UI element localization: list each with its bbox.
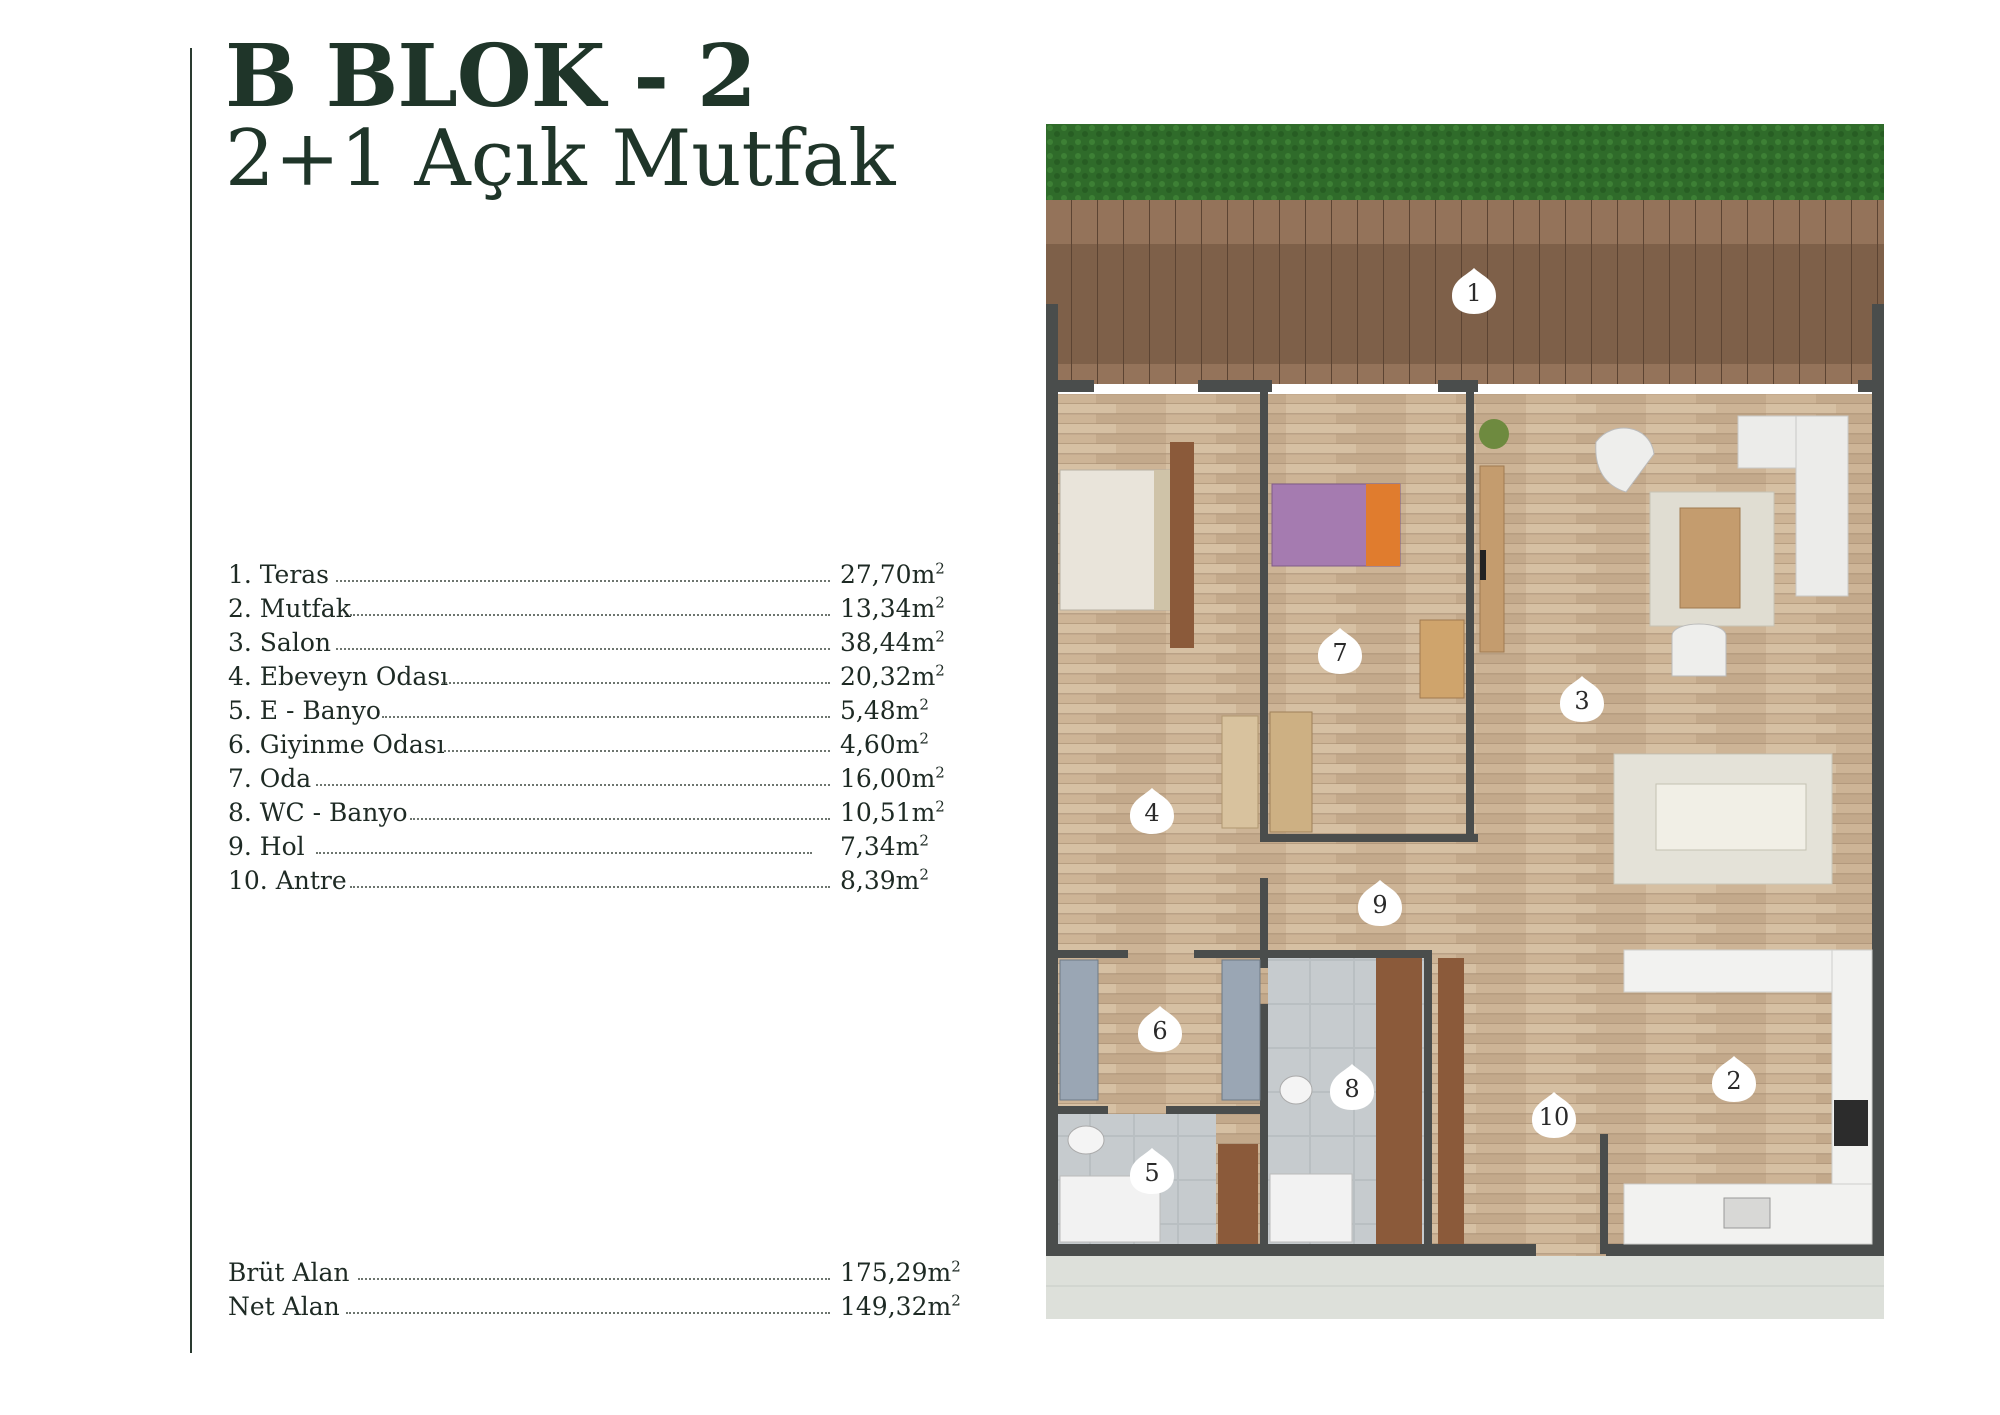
dot-leader (382, 716, 830, 718)
svg-text:2: 2 (1726, 1067, 1742, 1095)
room-row (228, 592, 968, 626)
room-row (228, 762, 968, 796)
room-area: $7,34m^2$ (840, 831, 929, 861)
shower (1270, 1174, 1352, 1242)
total-area-list (228, 1256, 968, 1324)
total-label: Net Alan (228, 1292, 340, 1321)
room-area: $16,00m^2$ (840, 763, 945, 793)
wardrobe-icon (1222, 960, 1260, 1100)
room-row (228, 728, 968, 762)
room-label: 9. Hol (228, 832, 305, 861)
room-area: $4,60m^2$ (840, 729, 929, 759)
total-label: Brüt Alan (228, 1258, 350, 1287)
svg-text:3: 3 (1574, 687, 1590, 715)
plant-icon (1479, 419, 1509, 449)
room-area: $27,70m^2$ (840, 559, 945, 589)
dining-table-icon (1656, 784, 1806, 850)
coffee-table (1680, 508, 1740, 608)
dot-leader (350, 886, 830, 888)
shoe-cabinet (1438, 958, 1464, 1244)
paving (1046, 1256, 1884, 1319)
dot-leader (442, 682, 830, 684)
dot-leader (336, 648, 830, 650)
divider-line (190, 48, 192, 1353)
svg-text:7: 7 (1332, 639, 1348, 667)
svg-text:10: 10 (1538, 1103, 1570, 1131)
headboard (1170, 442, 1194, 648)
room-label: 4. Ebeveyn Odası (228, 662, 449, 691)
total-area: $149,32m^2$ (840, 1291, 961, 1321)
grass-area (1046, 124, 1884, 200)
room-label: 1. Teras (228, 560, 330, 589)
room-row (228, 558, 968, 592)
room-label: 7. Oda (228, 764, 312, 793)
room-area: $13,34m^2$ (840, 593, 945, 623)
room-label: 5. E - Banyo (228, 696, 381, 725)
dot-leader (350, 614, 830, 616)
dot-leader (358, 1278, 830, 1280)
total-row (228, 1256, 968, 1290)
page-subtitle: 2+1 Açık Mutfak (225, 114, 896, 204)
stove-icon (1834, 1100, 1868, 1146)
dot-leader (316, 784, 830, 786)
svg-text:9: 9 (1372, 891, 1388, 919)
tv-icon (1480, 550, 1486, 580)
room-area: $20,32m^2$ (840, 661, 945, 691)
toilet-icon (1280, 1076, 1312, 1104)
room-area: $5,48m^2$ (840, 695, 929, 725)
svg-text:8: 8 (1344, 1075, 1360, 1103)
desk (1222, 716, 1258, 828)
room-row (228, 694, 968, 728)
total-row (228, 1290, 968, 1324)
toilet-icon (1068, 1126, 1104, 1154)
room-label: 2. Mutfak (228, 594, 351, 623)
wardrobe-icon (1270, 712, 1312, 832)
room-area: $10,51m^2$ (840, 797, 945, 827)
floor-plan (1046, 124, 1884, 1319)
dot-leader (336, 580, 830, 582)
room-area: $8,39m^2$ (840, 865, 929, 895)
wardrobe-icon (1060, 960, 1098, 1100)
dot-leader (346, 1312, 830, 1314)
dot-leader (444, 750, 830, 752)
armchair-icon (1672, 624, 1726, 676)
room-label: 3. Salon (228, 628, 331, 657)
dot-leader (316, 852, 812, 854)
room-row (228, 830, 968, 864)
room-label: 8. WC - Banyo (228, 798, 408, 827)
svg-text:6: 6 (1152, 1017, 1168, 1045)
room-row (228, 796, 968, 830)
desk (1420, 620, 1464, 698)
room-label: 6. Giyinme Odası (228, 730, 445, 759)
room-area: $38,44m^2$ (840, 627, 945, 657)
svg-text:1: 1 (1466, 279, 1482, 307)
room-label: 10. Antre (228, 866, 347, 895)
room-row (228, 626, 968, 660)
dot-leader (410, 818, 830, 820)
vanity (1376, 958, 1422, 1244)
svg-text:4: 4 (1144, 799, 1160, 827)
page-title: B BLOK - 2 (225, 26, 756, 127)
total-area: $175,29m^2$ (840, 1257, 961, 1287)
room-area-list (228, 558, 968, 898)
svg-text:5: 5 (1144, 1159, 1160, 1187)
sink-icon (1724, 1198, 1770, 1228)
room-row (228, 864, 968, 898)
room-row (228, 660, 968, 694)
vanity (1218, 1144, 1258, 1244)
